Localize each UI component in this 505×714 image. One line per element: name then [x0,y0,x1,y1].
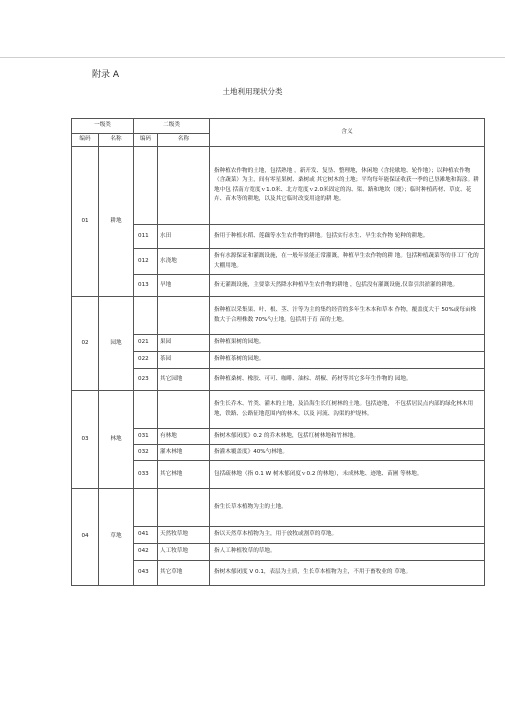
level2-description: 指种植茶树的园地。 [210,352,485,369]
group-row [72,147,485,225]
level2-code: 023 [134,369,158,391]
level2-description: 指有水源保证和灌溉设施，在一般年景能正常灌溉，种植旱生农作物的耕 地。包括种植蔬菜等的非工厂化的大棚用地。 [210,249,485,275]
level2-name: 果园 [158,335,210,352]
subclass-row [72,527,485,544]
level1-code: 04 [72,489,99,586]
level2-name: 水浇地 [158,249,210,275]
header-level1: 一级类 [72,119,134,134]
level2-description: 指种植桑树、橡胶、可可、咖啡、油棕、胡椒、药材等其它多年生作物的 园地。 [210,369,485,391]
level2-description: 包括疏林地（指 0.1 W 树木郁闭度ｖ0.2 的林地），未成林地、迹地、苗圃 等林地。 [210,461,485,489]
level2-description: 指种植果树的园地。 [210,335,485,352]
level2-name: 其它林地 [158,461,210,489]
header-row-1 [72,119,485,134]
header-level1-name: 名称 [99,134,134,147]
empty-cell [134,391,158,429]
level2-name: 其它草地 [158,561,210,586]
subclass-row [72,544,485,561]
level2-name: 旱地 [158,275,210,297]
classification-table-wrap [71,118,484,586]
level1-description: 指种植农作物的土地，包括熟地 ，新开发、复垦、整理地，休闲地（含轮歇地、轮作地）；以种植农作物（含蔬菜）为主，间有零星果树、桑树或 其它树木的土地；平均每年能保证收获一季的已垦滩地和海涂。耕地中包 括南方宽度ｖ1.0米、北方宽度ｖ2.0米固定的沟、渠、路和地坎（埂）；临时种植药材、草皮、花卉、苗木等的耕地，以及其它临时改变用途的耕 地。 [210,147,485,225]
subclass-row [72,445,485,461]
level2-description: 指用于种植水稻、莲藕等水生农作物的耕地。包括实行水生、旱生农作物 轮种的耕地。 [210,225,485,249]
level2-name: 水田 [158,225,210,249]
level2-name: 茶园 [158,352,210,369]
level2-code: 021 [134,335,158,352]
level1-code: 02 [72,297,99,391]
level2-name: 有林地 [158,429,210,445]
level2-code: 042 [134,544,158,561]
subclass-row [72,275,485,297]
level1-name: 园地 [99,297,134,391]
level2-description: 指树木郁闭度》0.2 的乔木林地，包括红树林地和竹林地。 [210,429,485,445]
level2-name: 天然牧草地 [158,527,210,544]
land-use-classification-table [71,118,485,586]
subclass-row [72,249,485,275]
level2-code: 022 [134,352,158,369]
group-row [72,297,485,335]
header-level2: 二级类 [134,119,210,134]
subclass-row [72,352,485,369]
level1-code: 03 [72,391,99,489]
subclass-row [72,561,485,586]
empty-cell [158,489,210,527]
appendix-label: 附录 A [92,70,120,80]
level2-code: 013 [134,275,158,297]
level2-description: 指人工种植牧草的草地。 [210,544,485,561]
level2-code: 011 [134,225,158,249]
subclass-row [72,461,485,489]
level2-description: 指树木郁闭度 V 0.1，表层为土质，生长草本植物为主，不用于畜牧业的 草地。 [210,561,485,586]
level2-description: 指灌木覆盖度》40%勺林地。 [210,445,485,461]
level2-code: 041 [134,527,158,544]
empty-cell [134,489,158,527]
level2-code: 032 [134,445,158,461]
table-body [72,119,485,586]
empty-cell [158,297,210,335]
header-level2-code: 编码 [134,134,158,147]
subclass-row [72,369,485,391]
header-level1-code: 编码 [72,134,99,147]
subclass-row [72,335,485,352]
level1-description: 指生长草本植物为主的土地。 [210,489,485,527]
level2-name: 人工牧草地 [158,544,210,561]
header-meaning: 含义 [210,119,485,147]
level2-code: 012 [134,249,158,275]
empty-cell [134,297,158,335]
header-rule [0,57,505,58]
level1-name: 耕地 [99,147,134,297]
header-level2-name: 名称 [158,134,210,147]
group-row [72,489,485,527]
level2-code: 031 [134,429,158,445]
level2-code: 033 [134,461,158,489]
level1-name: 林地 [99,391,134,489]
level2-description: 指以天然草本植物为主，用于放牧或割草的草地。 [210,527,485,544]
level1-name: 草地 [99,489,134,586]
empty-cell [158,147,210,225]
level1-description: 指生长乔木、竹类、灌木的土地，及沿海生长红树林的土地。包括迹地， 不包括居民点内部的绿化林木用地，铁路、公路征地范围内的林木，以及 河流、沟渠的护堤林。 [210,391,485,429]
subclass-row [72,225,485,249]
empty-cell [158,391,210,429]
level1-code: 01 [72,147,99,297]
subclass-row [72,429,485,445]
level2-name: 其它园地 [158,369,210,391]
level2-description: 指无灌溉设施，主要靠天然降水种植旱生农作物的耕地 ，包括没有灌溉设施,仅靠引洪淤灌的耕地。 [210,275,485,297]
table-title: 土地利用现状分类 [222,87,283,96]
level2-code: 043 [134,561,158,586]
group-row [72,391,485,429]
level2-name: 灌木林地 [158,445,210,461]
level1-description: 指种植以采集果、叶、根、茎、汁等为主的集约经营的多年生木本和草本 作物，覆盖度大于 50%或每亩株数大于合理株数 70%勺土地。包括用于育 苗的土地。 [210,297,485,335]
empty-cell [134,147,158,225]
